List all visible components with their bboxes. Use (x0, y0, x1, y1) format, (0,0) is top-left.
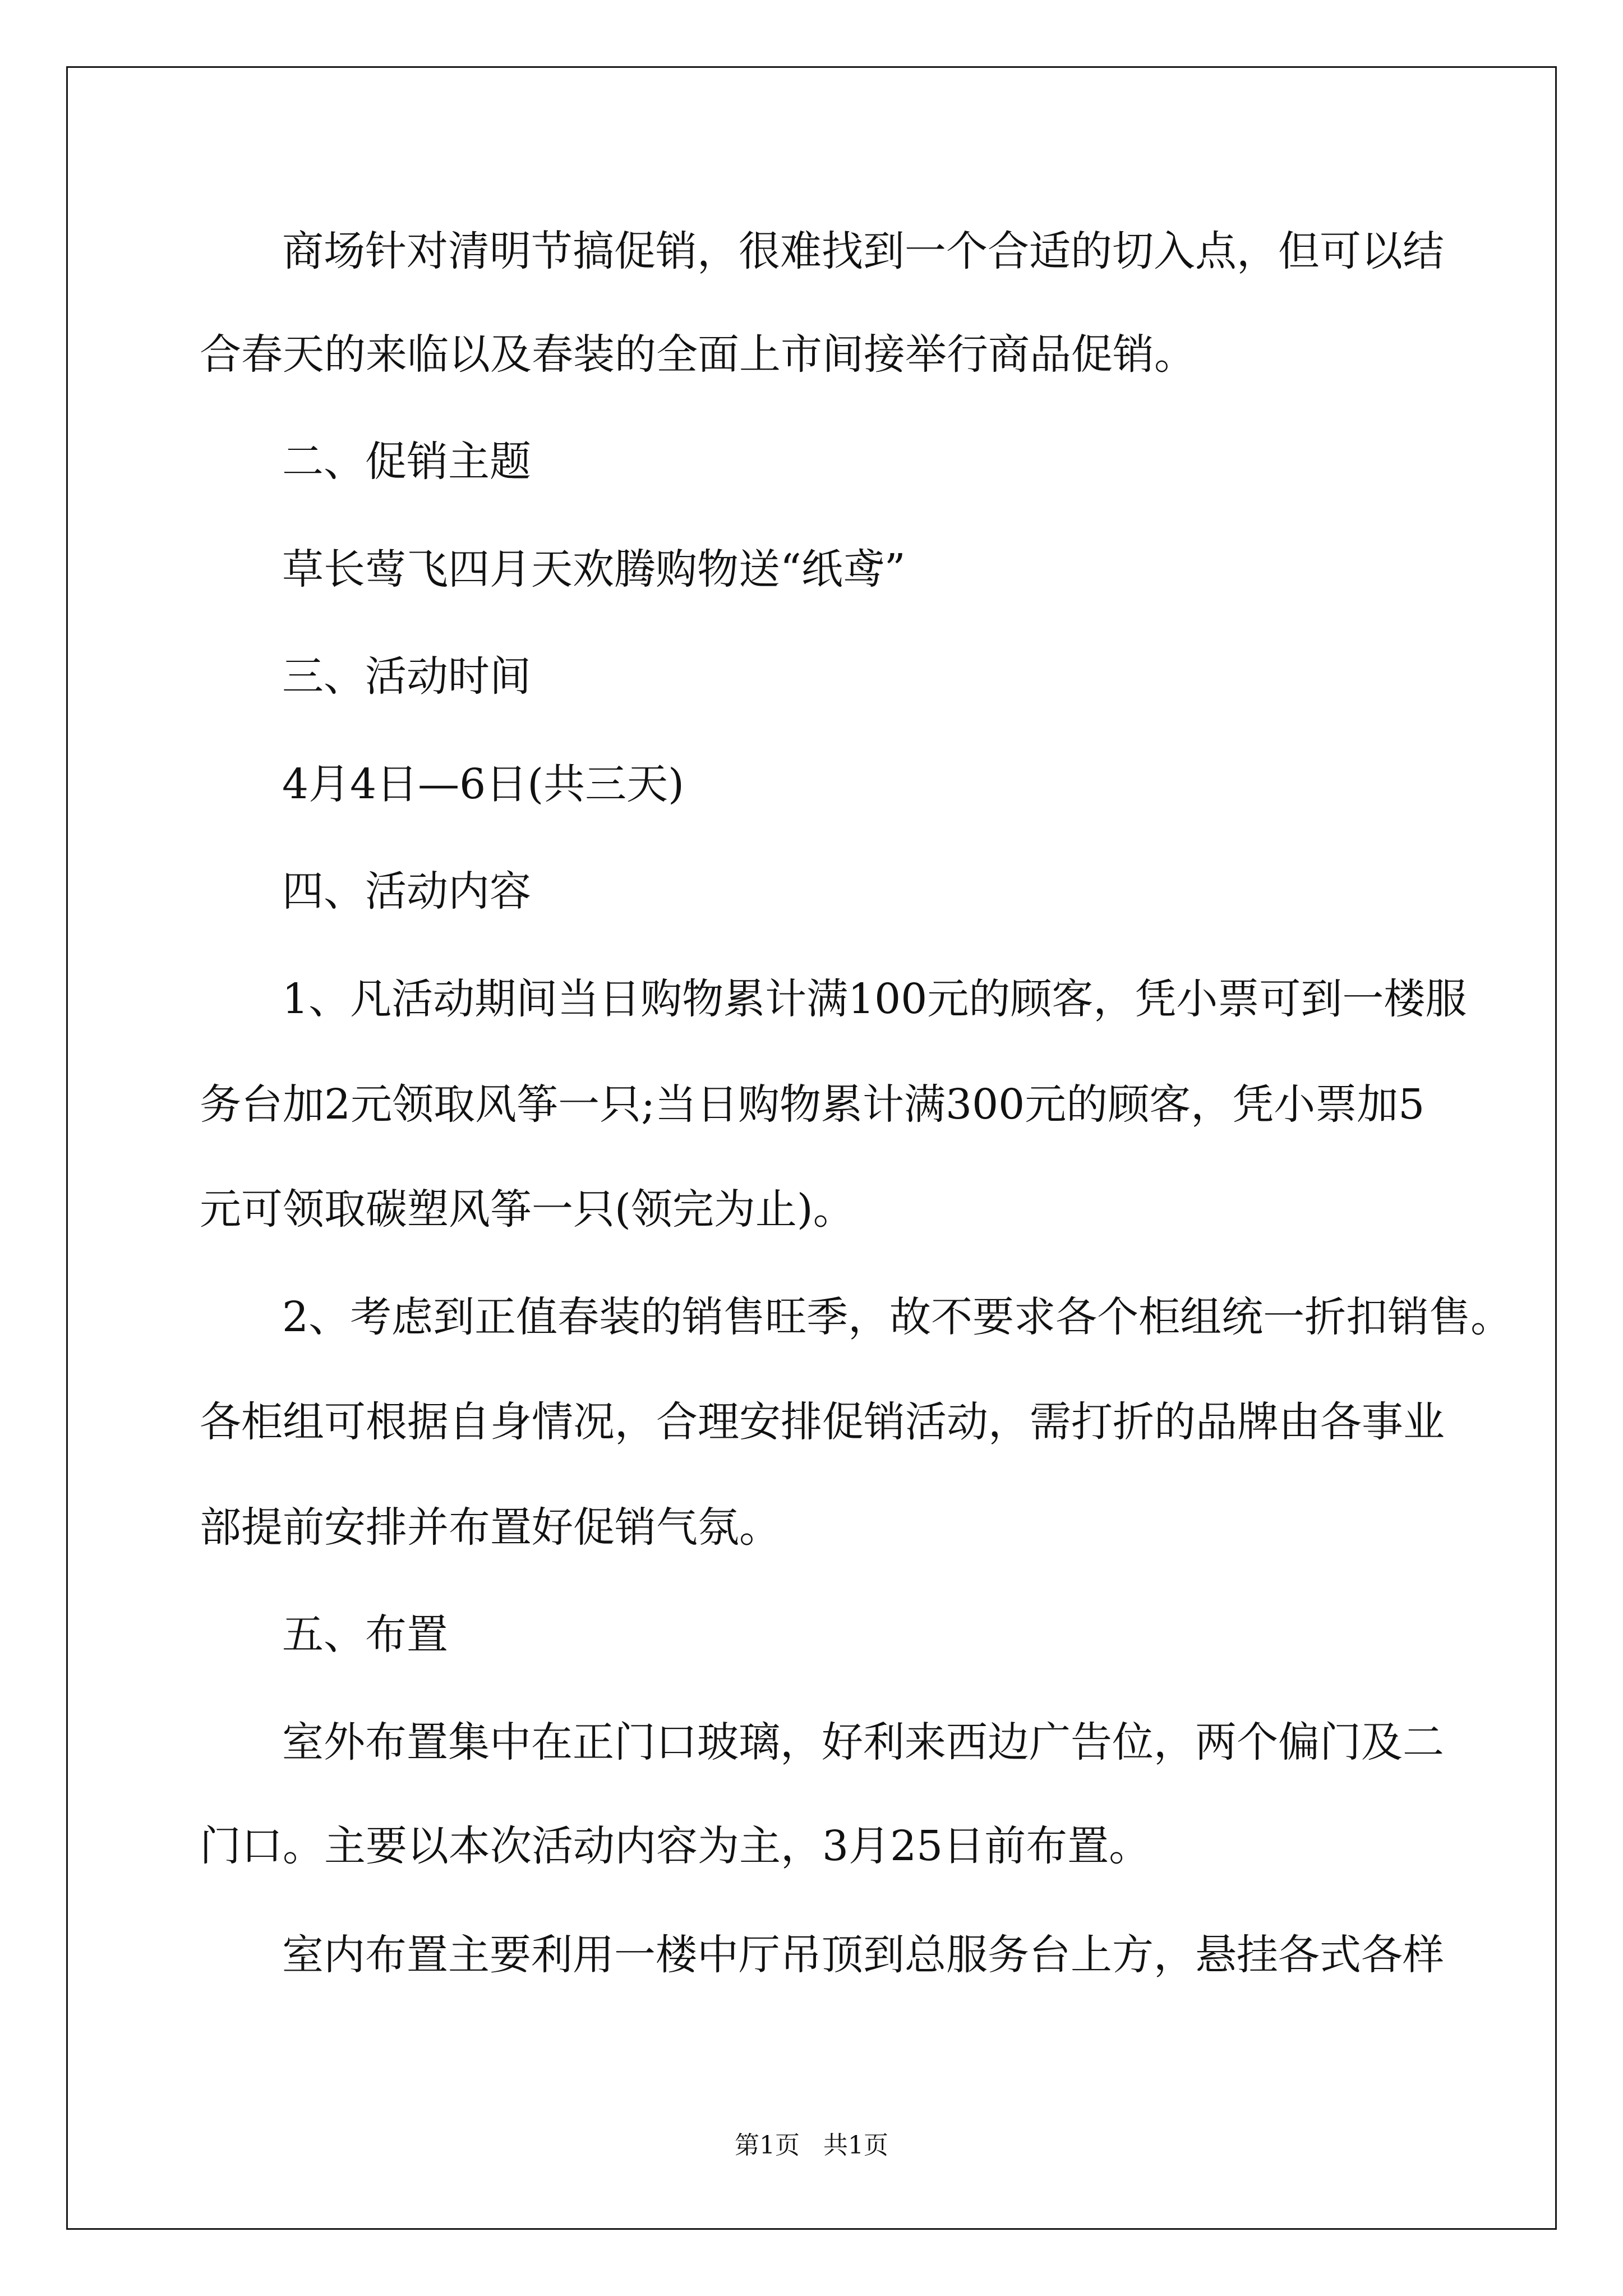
text-line: 元可领取碳塑风筝一只(领完为止)。 (200, 1185, 855, 1234)
section-heading: 五、布置 (282, 1611, 448, 1659)
text-line: 2、考虑到正值春装的销售旺季，故不要求各个柜组统一折扣销售。 (282, 1293, 1513, 1341)
text-line: 门口。主要以本次活动内容为主，3月25日前布置。 (200, 1822, 1151, 1870)
page-footer: 第1页 共1页 (735, 2131, 888, 2160)
text-line: 室内布置主要利用一楼中厅吊顶到总服务台上方，悬挂各式各样 (282, 1931, 1444, 1979)
text-line: 草长莺飞四月天欢腾购物送“纸鸢” (282, 545, 906, 593)
section-heading: 三、活动时间 (282, 652, 531, 701)
text-line: 合春天的来临以及春装的全面上市间接举行商品促销。 (200, 330, 1196, 379)
section-heading: 二、促销主题 (282, 438, 531, 486)
text-line: 务台加2元领取风筝一只;当日购物累计满300元的顾客，凭小票加5 (200, 1080, 1425, 1129)
text-line: 各柜组可根据自身情况，合理安排促销活动，需打折的品牌由各事业 (200, 1398, 1445, 1446)
text-line: 室外布置集中在正门口玻璃，好利来西边广告位，两个偏门及二 (282, 1718, 1444, 1766)
page-border (66, 66, 1557, 2230)
text-line: 1、凡活动期间当日购物累计满100元的顾客，凭小票可到一楼服 (282, 975, 1467, 1023)
text-line: 4月4日—6日(共三天) (282, 760, 684, 808)
text-line: 部提前安排并布置好促销气氛。 (200, 1503, 781, 1552)
section-heading: 四、活动内容 (282, 867, 531, 915)
text-line: 商场针对清明节搞促销，很难找到一个合适的切入点，但可以结 (282, 227, 1444, 275)
